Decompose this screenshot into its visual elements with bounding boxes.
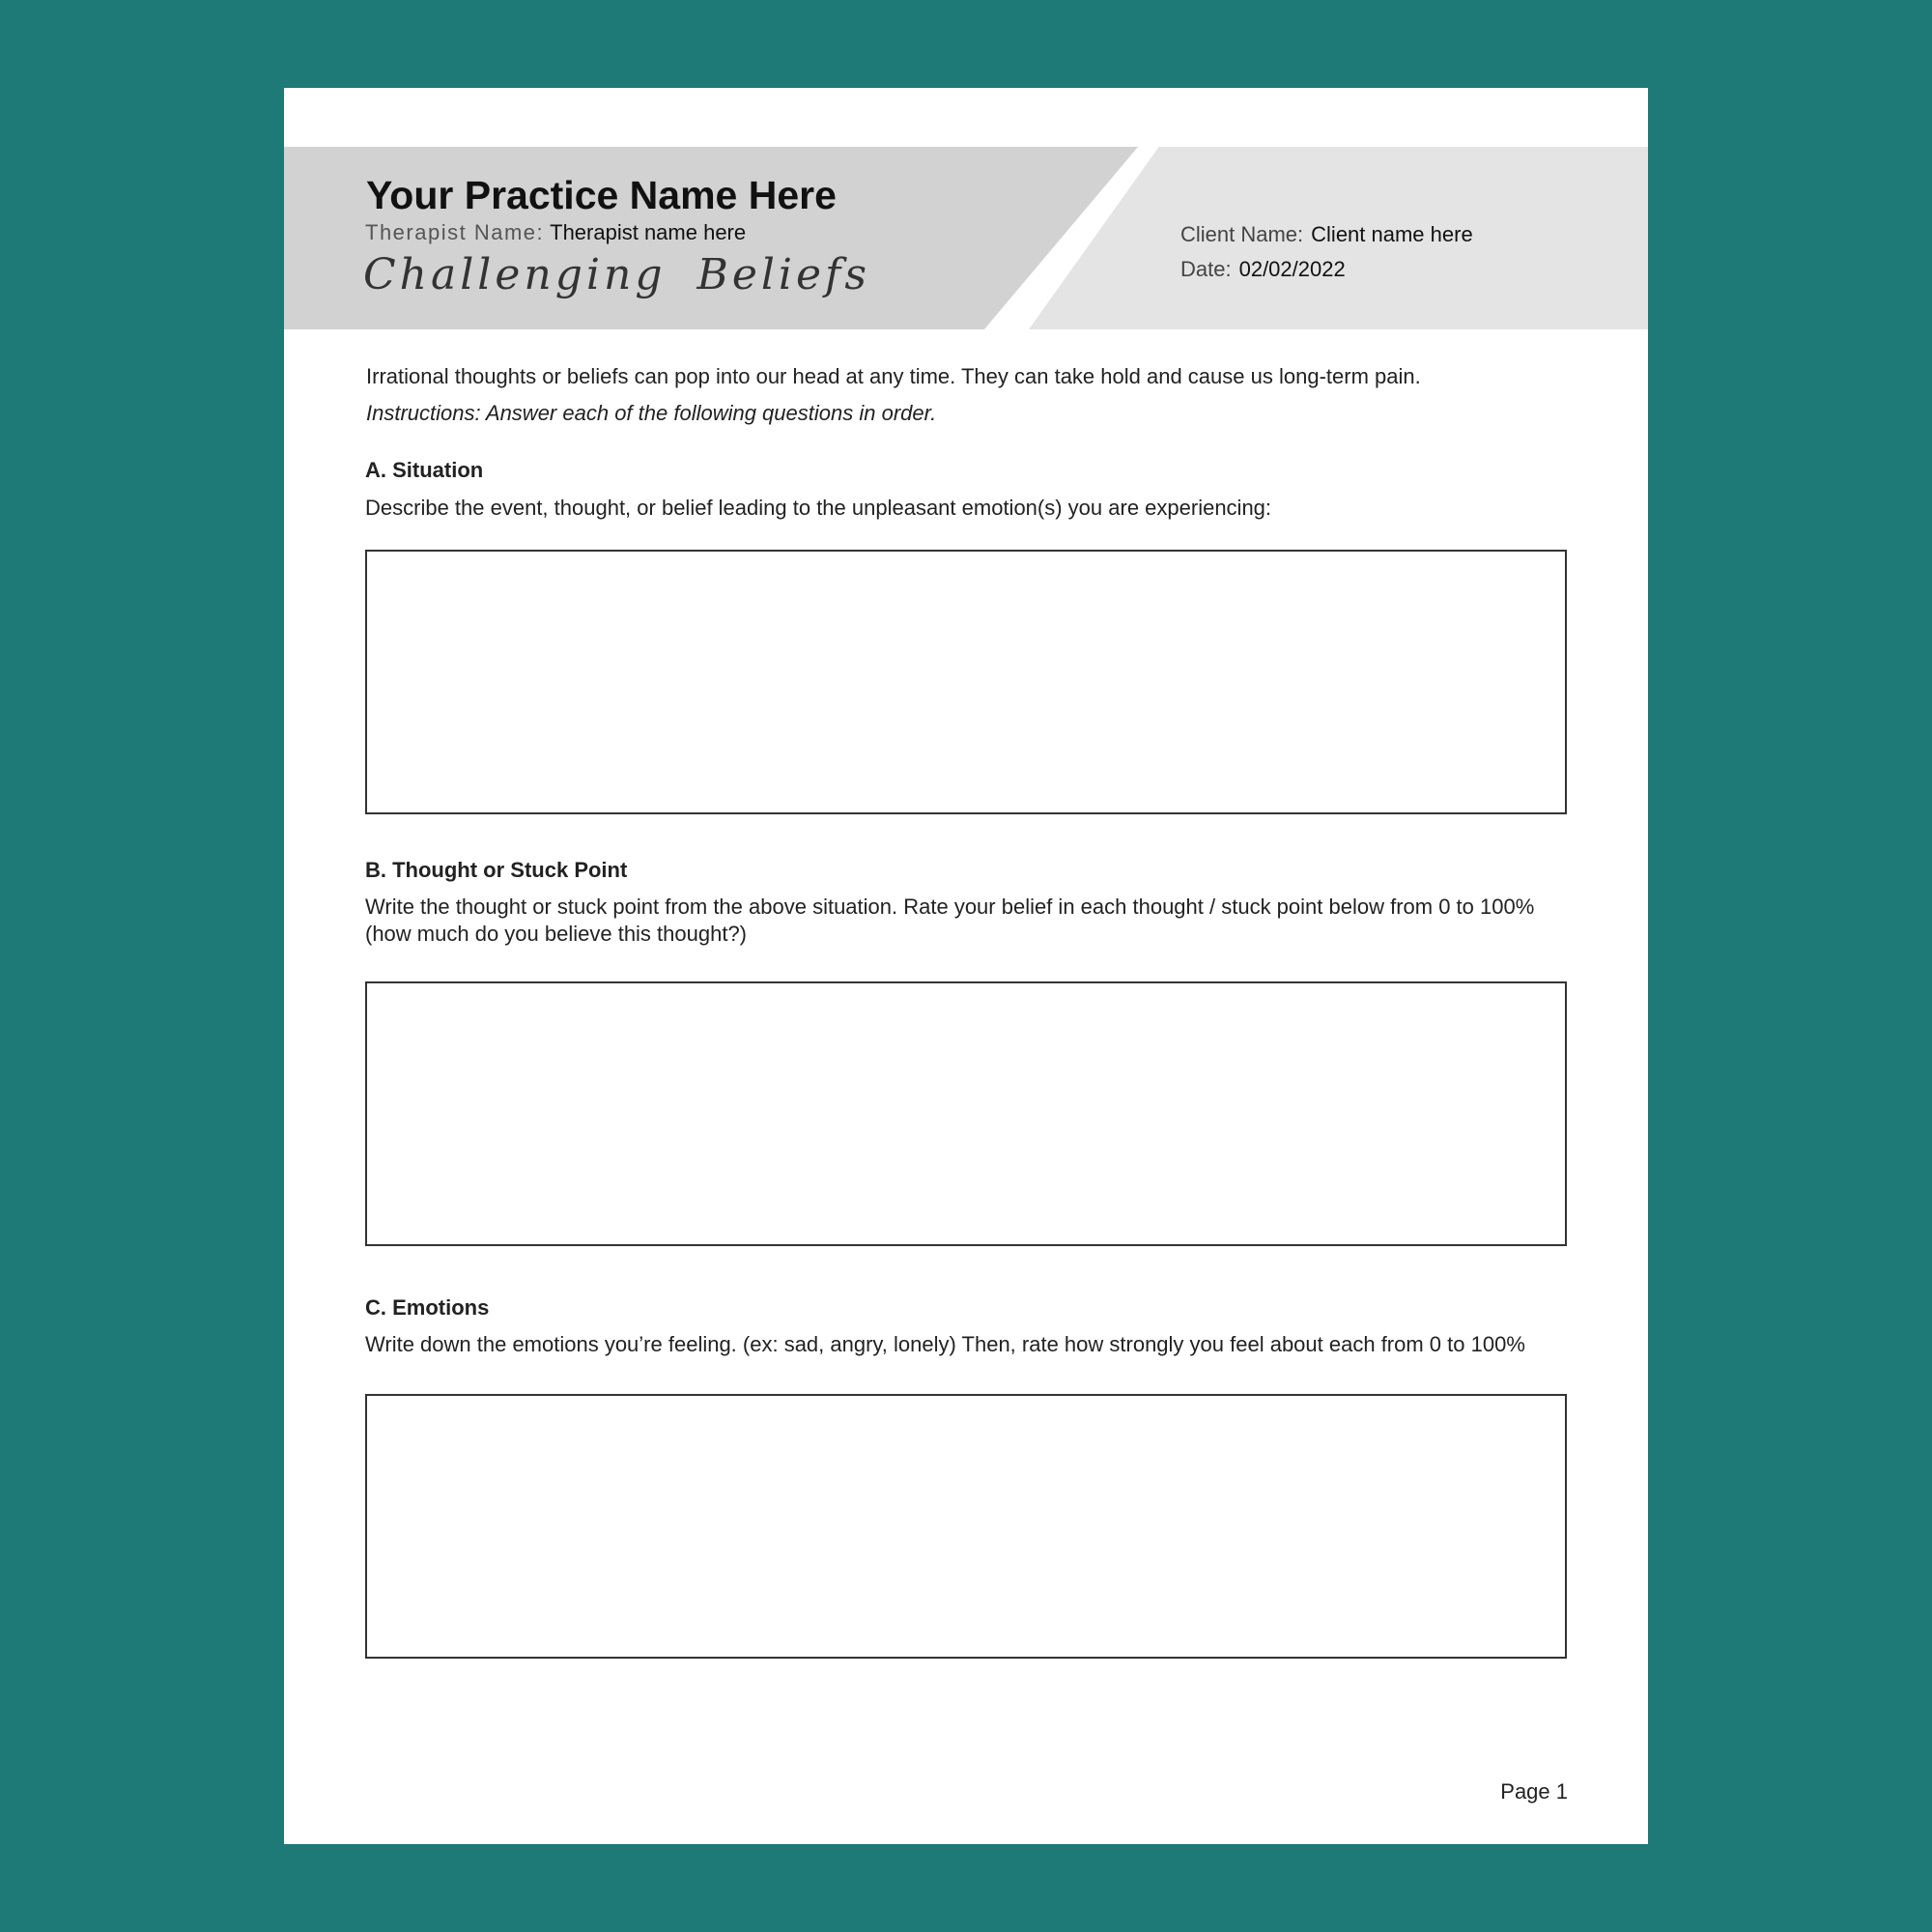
therapist-line (365, 220, 746, 245)
section-a-description: Describe the event, thought, or belief leading to the unpleasant emotion(s) you are experiencing: (365, 496, 1272, 520)
date-value[interactable]: 02/02/2022 (1238, 257, 1346, 281)
client-name-value[interactable]: Client name here (1311, 222, 1473, 246)
worksheet-title: Challenging Beliefs (363, 250, 870, 299)
worksheet-page (284, 88, 1648, 1844)
section-b-description: Write the thought or stuck point from the above situation. Rate your belief in each thought / stuck point below from 0 to 100% (how much do you believe this thought?) (365, 895, 1535, 946)
client-line (1180, 222, 1473, 247)
section-c-description: Write down the emotions you’re feeling. (ex: sad, angry, lonely) Then, rate how strongly you feel about each from 0 to 100% (365, 1332, 1525, 1356)
thought-answer-box[interactable] (365, 981, 1567, 1246)
therapist-label: Therapist Name: (365, 220, 545, 244)
section-a-heading: A. Situation (365, 458, 484, 482)
practice-name: Your Practice Name Here (366, 173, 837, 217)
instructions-text: Instructions: Answer each of the following questions in order. (366, 401, 937, 425)
situation-answer-box[interactable] (365, 550, 1567, 814)
therapist-name-value[interactable]: Therapist name here (550, 220, 747, 244)
page-number: Page 1 (1500, 1779, 1568, 1804)
intro-text: Irrational thoughts or beliefs can pop into our head at any time. They can take hold and cause us long-term pain. (366, 364, 1421, 388)
client-label: Client Name: (1180, 222, 1304, 246)
emotions-answer-box[interactable] (365, 1394, 1567, 1659)
date-label: Date: (1180, 257, 1232, 281)
section-c-heading: C. Emotions (365, 1295, 490, 1320)
section-b-heading: B. Thought or Stuck Point (365, 858, 628, 882)
date-line (1180, 257, 1346, 282)
